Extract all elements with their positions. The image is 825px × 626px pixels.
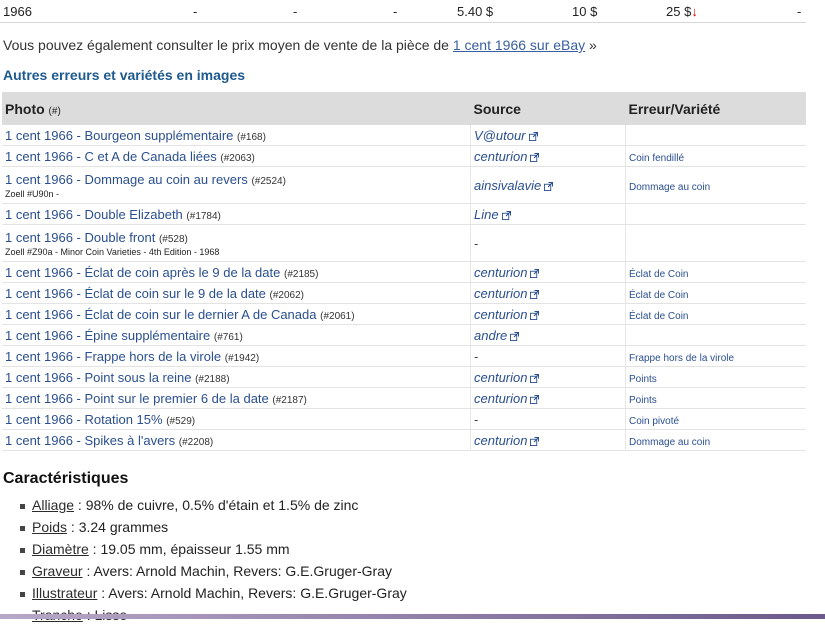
characteristic-label[interactable]: Diamètre bbox=[32, 541, 89, 557]
error-title-link[interactable]: 1 cent 1966 - Frappe hors de la virole bbox=[5, 348, 222, 364]
error-number: (#1784) bbox=[186, 210, 221, 222]
cell-photo bbox=[2, 325, 471, 346]
error-title-link[interactable]: 1 cent 1966 - Épine supplémentaire bbox=[5, 327, 211, 343]
cell-source bbox=[471, 367, 626, 388]
section-title: Autres erreurs et variétés en images bbox=[3, 67, 246, 83]
square-bullet-icon bbox=[20, 548, 25, 553]
cell-variety bbox=[626, 125, 807, 146]
external-link-icon bbox=[530, 269, 539, 278]
variety-link[interactable]: Frappe hors de la virole bbox=[629, 352, 735, 364]
table-row bbox=[2, 262, 806, 283]
variety-link[interactable]: Éclat de Coin bbox=[629, 268, 689, 280]
cell-photo bbox=[2, 125, 471, 146]
external-link-icon bbox=[510, 332, 519, 341]
source-empty: - bbox=[474, 348, 479, 364]
characteristic-label[interactable]: Alliage bbox=[32, 497, 75, 513]
error-title-link[interactable]: 1 cent 1966 - Rotation 15% bbox=[5, 411, 163, 427]
cell-photo bbox=[2, 304, 471, 325]
error-number: (#2187) bbox=[272, 394, 307, 406]
cell-source bbox=[471, 388, 626, 409]
cell-photo bbox=[2, 204, 471, 225]
price-col-6 bbox=[666, 4, 698, 19]
characteristic-value: : 19.05 mm, épaisseur 1.55 mm bbox=[88, 541, 290, 557]
cell-variety bbox=[626, 367, 807, 388]
cell-source bbox=[471, 225, 626, 262]
cell-source bbox=[471, 283, 626, 304]
error-number: (#2185) bbox=[283, 268, 319, 280]
errors-table bbox=[2, 92, 806, 451]
cell-variety bbox=[626, 262, 807, 283]
source-link[interactable]: centurion bbox=[474, 306, 528, 322]
characteristic-value: : 3.24 grammes bbox=[67, 519, 169, 535]
variety-link[interactable]: Éclat de Coin bbox=[629, 289, 689, 301]
characteristic-value: : Avers: Arnold Machin, Revers: G.E.Gruger-Gray bbox=[82, 563, 392, 579]
table-row bbox=[2, 225, 806, 262]
square-bullet-icon bbox=[20, 592, 25, 597]
error-title-link[interactable]: 1 cent 1966 - Double front bbox=[5, 229, 156, 245]
price-col-5: 10 $ bbox=[572, 4, 598, 19]
error-number: (#2188) bbox=[195, 373, 230, 385]
cell-variety bbox=[626, 409, 807, 430]
table-row bbox=[2, 304, 806, 325]
characteristics-list bbox=[20, 494, 407, 626]
error-number: (#2524) bbox=[251, 175, 286, 187]
cell-variety bbox=[626, 430, 807, 451]
cell-source bbox=[471, 125, 626, 146]
square-bullet-icon bbox=[20, 526, 25, 531]
error-title-link[interactable]: 1 cent 1966 - Éclat de coin sur le dernier A de Canada bbox=[5, 306, 317, 322]
characteristic-value: : 98% de cuivre, 0.5% d'étain et 1.5% de zinc bbox=[74, 497, 359, 513]
cell-photo bbox=[2, 430, 471, 451]
external-link-icon bbox=[529, 132, 538, 141]
variety-link[interactable]: Dommage au coin bbox=[629, 436, 711, 448]
error-title-link[interactable]: 1 cent 1966 - Éclat de coin après le 9 de la date bbox=[5, 264, 281, 280]
characteristic-label[interactable]: Graveur bbox=[32, 563, 83, 579]
error-number: (#2062) bbox=[269, 289, 304, 301]
cell-source bbox=[471, 409, 626, 430]
header-photo bbox=[2, 92, 471, 125]
variety-link[interactable]: Points bbox=[629, 373, 657, 385]
cell-photo bbox=[2, 367, 471, 388]
error-number: (#2061) bbox=[320, 310, 355, 322]
trend-down-icon: ↓ bbox=[691, 4, 698, 19]
header-photo-small: (#) bbox=[48, 105, 61, 117]
list-item bbox=[20, 494, 407, 516]
ebay-text-after: » bbox=[585, 37, 597, 53]
source-link[interactable]: centurion bbox=[474, 390, 528, 406]
price-col-1: - bbox=[193, 4, 198, 19]
list-item bbox=[20, 582, 407, 604]
error-title-link[interactable]: 1 cent 1966 - Double Elizabeth bbox=[5, 206, 183, 222]
error-title-link[interactable]: 1 cent 1966 - Point sous la reine bbox=[5, 369, 192, 385]
cell-variety bbox=[626, 146, 807, 167]
cell-variety bbox=[626, 204, 807, 225]
cell-photo bbox=[2, 262, 471, 283]
price-col-4: 5.40 $ bbox=[457, 4, 494, 19]
cell-variety bbox=[626, 325, 807, 346]
cell-photo bbox=[2, 409, 471, 430]
error-title-link[interactable]: 1 cent 1966 - Éclat de coin sur le 9 de la date bbox=[5, 285, 266, 301]
table-row bbox=[2, 430, 806, 451]
price-row bbox=[0, 0, 806, 23]
cell-variety bbox=[626, 388, 807, 409]
price-col-2: - bbox=[293, 4, 298, 19]
variety-link[interactable]: Dommage au coin bbox=[629, 181, 711, 193]
table-row bbox=[2, 409, 806, 430]
external-link-icon bbox=[530, 395, 539, 404]
external-link-icon bbox=[530, 437, 539, 446]
external-link-icon bbox=[530, 374, 539, 383]
list-item bbox=[20, 516, 407, 538]
header-source: Source bbox=[471, 92, 626, 125]
header-variety: Erreur/Variété bbox=[626, 92, 807, 125]
error-title-link[interactable]: 1 cent 1966 - Bourgeon supplémentaire bbox=[5, 127, 234, 143]
bottom-bar bbox=[0, 614, 825, 619]
price-col-last: - bbox=[797, 4, 802, 19]
table-row bbox=[2, 146, 806, 167]
price-year: 1966 bbox=[3, 4, 32, 19]
error-number: (#528) bbox=[158, 233, 188, 245]
cell-source bbox=[471, 346, 626, 367]
square-bullet-icon bbox=[20, 570, 25, 575]
source-empty: - bbox=[474, 411, 479, 427]
characteristics-title: Caractéristiques bbox=[3, 470, 129, 487]
header-photo-label: Photo bbox=[5, 100, 45, 117]
table-row bbox=[2, 125, 806, 146]
table-row bbox=[2, 388, 806, 409]
error-title-link[interactable]: 1 cent 1966 - Spikes à l'avers bbox=[5, 432, 176, 448]
error-title-link[interactable]: 1 cent 1966 - C et A de Canada liées bbox=[5, 148, 217, 164]
error-number: (#2063) bbox=[220, 152, 255, 164]
source-link[interactable]: V@utour bbox=[474, 127, 526, 143]
source-link[interactable]: centurion bbox=[474, 148, 528, 164]
source-link[interactable]: centurion bbox=[474, 369, 528, 385]
table-row bbox=[2, 346, 806, 367]
cell-source bbox=[471, 325, 626, 346]
external-link-icon bbox=[530, 153, 539, 162]
cell-source bbox=[471, 262, 626, 283]
error-reference: Zoell #Z90a - Minor Coin Varieties - 4th Edition - 1968 bbox=[5, 246, 220, 257]
table-row bbox=[2, 204, 806, 225]
error-title-link[interactable]: 1 cent 1966 - Point sur le premier 6 de la date bbox=[5, 390, 269, 406]
variety-link[interactable]: Points bbox=[629, 394, 657, 406]
external-link-icon bbox=[530, 311, 539, 320]
error-number: (#2208) bbox=[178, 436, 214, 448]
ebay-text-before: Vous pouvez également consulter le prix moyen de vente de la pièce de bbox=[3, 37, 453, 53]
table-header-row bbox=[2, 92, 806, 125]
cell-photo bbox=[2, 283, 471, 304]
error-number: (#529) bbox=[166, 415, 196, 427]
source-link[interactable]: centurion bbox=[474, 264, 528, 280]
external-link-icon bbox=[544, 182, 553, 191]
error-number: (#168) bbox=[237, 131, 266, 143]
cell-source bbox=[471, 167, 626, 204]
variety-link[interactable]: Coin pivoté bbox=[629, 415, 680, 427]
error-number: (#1942) bbox=[224, 352, 260, 364]
cell-photo bbox=[2, 346, 471, 367]
cell-photo bbox=[2, 146, 471, 167]
cell-photo bbox=[2, 225, 471, 262]
cell-variety bbox=[626, 167, 807, 204]
list-item bbox=[20, 560, 407, 582]
price-col-6-value: 25 $ bbox=[666, 4, 692, 19]
cell-photo bbox=[2, 388, 471, 409]
cell-photo bbox=[2, 167, 471, 204]
ebay-link[interactable]: 1 cent 1966 sur eBay bbox=[452, 37, 586, 53]
source-link[interactable]: centurion bbox=[474, 432, 528, 448]
table-row bbox=[2, 367, 806, 388]
error-reference: Zoell #U90n - bbox=[5, 188, 60, 199]
table-row bbox=[2, 325, 806, 346]
characteristic-label[interactable]: Poids bbox=[32, 519, 68, 535]
cell-variety bbox=[626, 283, 807, 304]
error-number: (#761) bbox=[213, 331, 243, 343]
external-link-icon bbox=[502, 211, 511, 220]
cell-source bbox=[471, 146, 626, 167]
cell-variety bbox=[626, 225, 807, 262]
characteristic-label[interactable]: Illustrateur bbox=[32, 585, 98, 601]
cell-source bbox=[471, 430, 626, 451]
cell-variety bbox=[626, 346, 807, 367]
price-col-3: - bbox=[393, 4, 398, 19]
error-title-link[interactable]: 1 cent 1966 - Dommage au coin au revers bbox=[5, 171, 248, 187]
source-link[interactable]: andre bbox=[474, 327, 508, 343]
square-bullet-icon bbox=[20, 504, 25, 509]
cell-source bbox=[471, 204, 626, 225]
table-row bbox=[2, 283, 806, 304]
cell-source bbox=[471, 304, 626, 325]
source-link[interactable]: centurion bbox=[474, 285, 528, 301]
source-link[interactable]: Line bbox=[474, 206, 499, 222]
cell-variety bbox=[626, 304, 807, 325]
source-link[interactable]: ainsivalavie bbox=[474, 177, 542, 193]
variety-link[interactable]: Coin fendillé bbox=[629, 152, 685, 164]
source-empty: - bbox=[474, 235, 479, 251]
list-item bbox=[20, 538, 407, 560]
characteristic-value: : Avers: Arnold Machin, Revers: G.E.Gruger-Gray bbox=[97, 585, 407, 601]
ebay-line bbox=[3, 37, 597, 53]
variety-link[interactable]: Éclat de Coin bbox=[629, 310, 689, 322]
table-row bbox=[2, 167, 806, 204]
external-link-icon bbox=[530, 290, 539, 299]
